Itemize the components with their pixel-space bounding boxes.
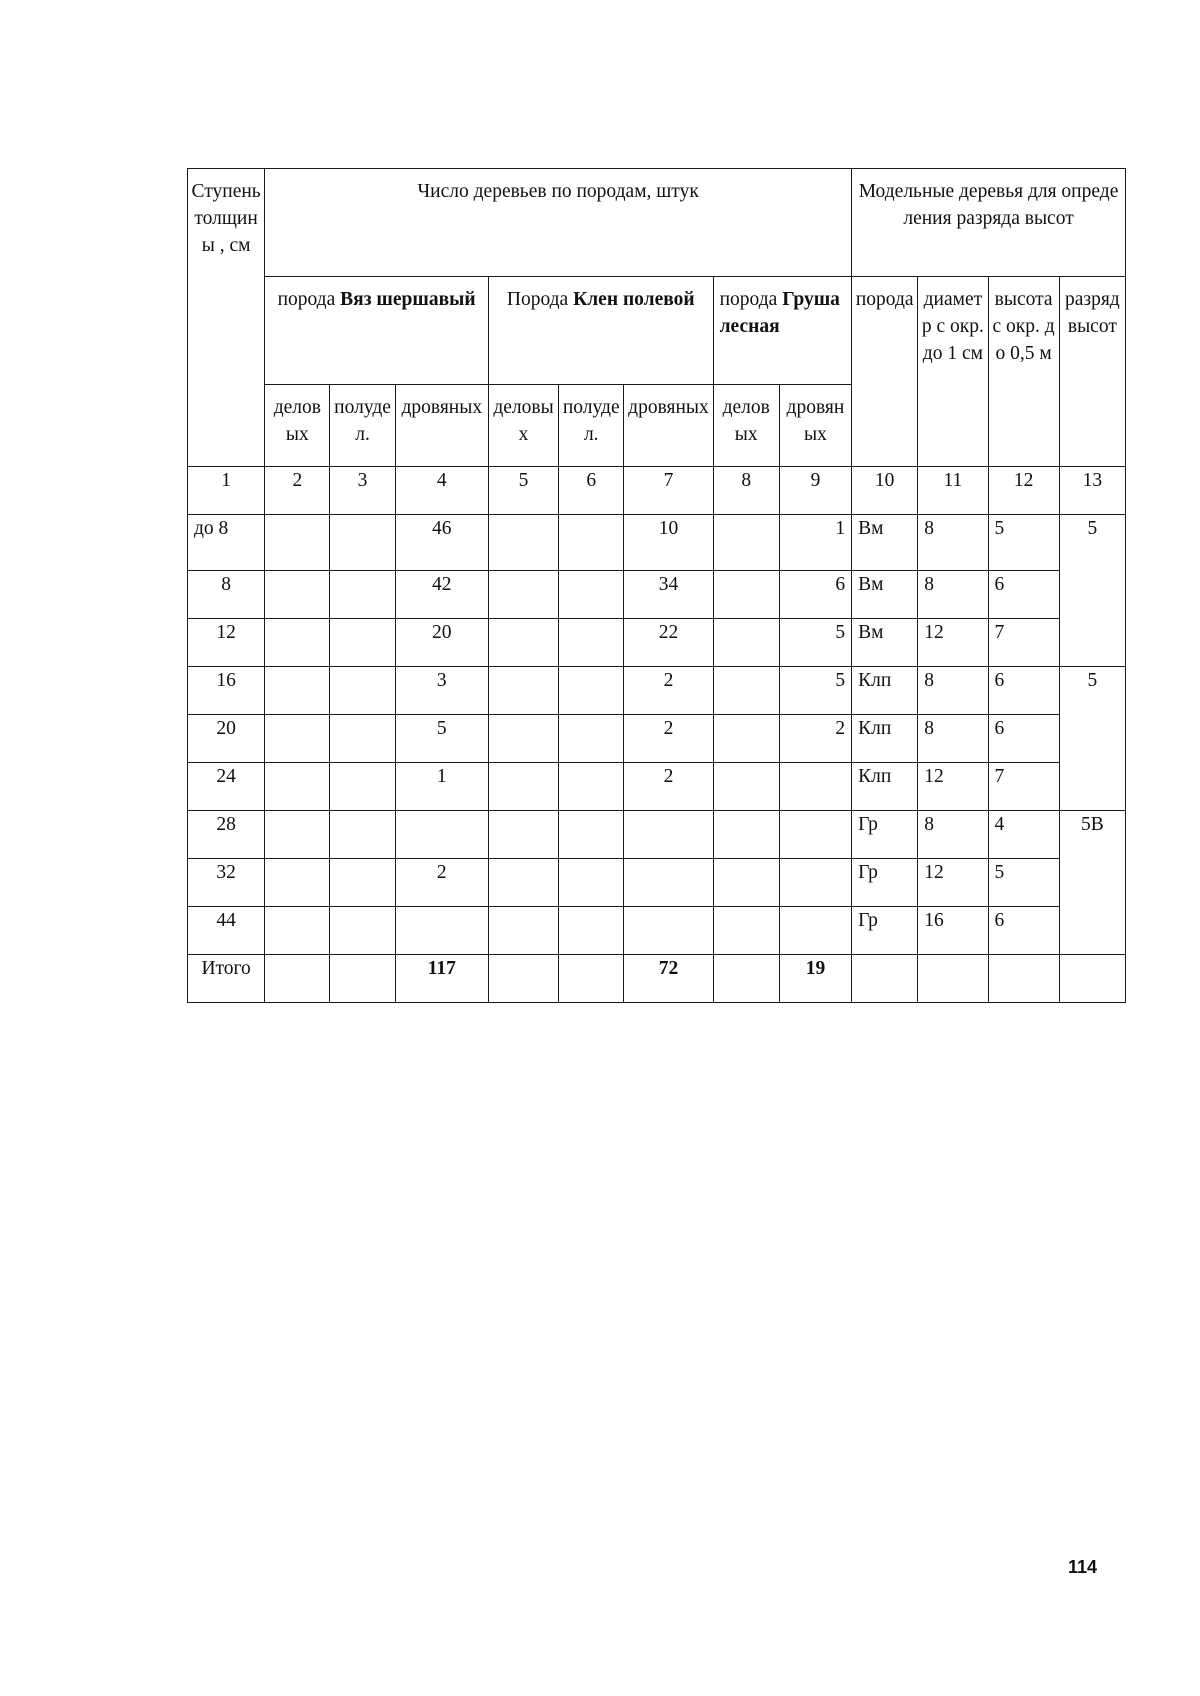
table-cell: 22 (624, 619, 713, 667)
table-cell (779, 907, 851, 955)
table-cell (488, 955, 558, 1003)
total-row (188, 955, 1126, 1003)
table-cell: 2 (624, 763, 713, 811)
table-cell (559, 955, 624, 1003)
model-height-cell: 7 (988, 619, 1059, 667)
table-cell (559, 619, 624, 667)
table-row (188, 515, 1126, 571)
table-cell (265, 811, 330, 859)
model-species-cell: Клп (852, 763, 918, 811)
tree-count-table (187, 168, 1126, 1003)
column-number: 8 (713, 467, 779, 515)
table-cell: 5 (395, 715, 488, 763)
table-cell (265, 571, 330, 619)
model-height-cell: 6 (988, 571, 1059, 619)
table-cell (559, 571, 624, 619)
table-cell (1059, 955, 1125, 1003)
table-cell (265, 667, 330, 715)
table-cell (395, 907, 488, 955)
sub-header: деловых (265, 385, 330, 467)
model-height-cell: 4 (988, 811, 1059, 859)
height-class-cell: 5В (1059, 811, 1125, 955)
table-cell (779, 763, 851, 811)
stage-cell: 44 (188, 907, 265, 955)
table-cell (624, 811, 713, 859)
model-diameter-cell: 12 (918, 619, 988, 667)
stage-cell: 32 (188, 859, 265, 907)
model-species-header: порода (852, 277, 918, 467)
page-number: 114 (1068, 1557, 1098, 1577)
model-diameter-header: диаметр с окр. до 1 см (918, 277, 988, 467)
table-cell (488, 619, 558, 667)
table-cell (559, 667, 624, 715)
total-pear-value: 19 (779, 955, 851, 1003)
table-cell (624, 859, 713, 907)
table-cell (330, 571, 395, 619)
table-cell: 20 (395, 619, 488, 667)
table-cell (265, 955, 330, 1003)
table-cell (488, 571, 558, 619)
table-cell: 10 (624, 515, 713, 571)
table-cell (559, 859, 624, 907)
table-cell (265, 619, 330, 667)
sub-header: полудел. (330, 385, 395, 467)
model-species-cell: Гр (852, 907, 918, 955)
model-species-cell: Вм (852, 619, 918, 667)
table-cell (779, 811, 851, 859)
table-row (188, 571, 1126, 619)
height-class-cell: 5 (1059, 515, 1125, 667)
table-cell (488, 715, 558, 763)
table-cell: 34 (624, 571, 713, 619)
stage-cell: 12 (188, 619, 265, 667)
table-cell (265, 907, 330, 955)
model-species-cell: Гр (852, 811, 918, 859)
column-number: 6 (559, 467, 624, 515)
stage-cell: до 8 (188, 515, 265, 571)
stage-cell: 28 (188, 811, 265, 859)
table-cell (559, 763, 624, 811)
table-cell (559, 811, 624, 859)
stage-cell: 8 (188, 571, 265, 619)
group-elm-header: порода Вяз шершавый (265, 277, 489, 385)
table-cell (988, 955, 1059, 1003)
table-cell (330, 907, 395, 955)
table-cell (265, 859, 330, 907)
table-cell (488, 763, 558, 811)
model-species-cell: Клп (852, 667, 918, 715)
table-row (188, 763, 1126, 811)
column-number: 9 (779, 467, 851, 515)
stage-header: Ступень толщины , см (188, 169, 265, 467)
table-cell (488, 859, 558, 907)
stage-cell: 24 (188, 763, 265, 811)
table-row (188, 715, 1126, 763)
column-number: 2 (265, 467, 330, 515)
table-cell (713, 715, 779, 763)
table-cell (330, 715, 395, 763)
column-number: 11 (918, 467, 988, 515)
table-cell (713, 571, 779, 619)
sub-header: дровяных (779, 385, 851, 467)
column-number: 10 (852, 467, 918, 515)
table-cell (488, 515, 558, 571)
table-row (188, 907, 1126, 955)
table-cell (265, 715, 330, 763)
model-height-cell: 7 (988, 763, 1059, 811)
table-cell (330, 619, 395, 667)
column-number: 3 (330, 467, 395, 515)
model-height-cell: 6 (988, 667, 1059, 715)
table-cell (330, 515, 395, 571)
table-cell (330, 667, 395, 715)
table-cell (265, 515, 330, 571)
total-label: Итого (188, 955, 265, 1003)
table-cell: 42 (395, 571, 488, 619)
table-cell: 1 (779, 515, 851, 571)
table-cell (713, 811, 779, 859)
model-diameter-cell: 8 (918, 571, 988, 619)
group-pear-header: порода Груша лесная (713, 277, 851, 385)
sub-header: дровяных (624, 385, 713, 467)
table-cell (265, 763, 330, 811)
table-cell: 5 (779, 619, 851, 667)
model-species-cell: Клп (852, 715, 918, 763)
model-height-cell: 6 (988, 715, 1059, 763)
table-cell (488, 667, 558, 715)
table-cell: 5 (779, 667, 851, 715)
table-cell (713, 515, 779, 571)
column-number: 7 (624, 467, 713, 515)
model-trees-header: Модельные деревья для определения разряда высот (852, 169, 1126, 277)
column-number: 5 (488, 467, 558, 515)
table-cell: 2 (624, 667, 713, 715)
table-cell (488, 811, 558, 859)
table-cell (918, 955, 988, 1003)
table-cell (559, 715, 624, 763)
table-cell (559, 907, 624, 955)
model-species-cell: Вм (852, 571, 918, 619)
stage-cell: 20 (188, 715, 265, 763)
sub-header: полудел. (559, 385, 624, 467)
stage-cell: 16 (188, 667, 265, 715)
table-cell: 46 (395, 515, 488, 571)
model-species-cell: Вм (852, 515, 918, 571)
model-diameter-cell: 8 (918, 715, 988, 763)
model-height-cell: 6 (988, 907, 1059, 955)
table-cell (559, 515, 624, 571)
table-row (188, 811, 1126, 859)
model-height-cell: 5 (988, 859, 1059, 907)
model-diameter-cell: 12 (918, 859, 988, 907)
height-class-cell: 5 (1059, 667, 1125, 811)
table-cell (852, 955, 918, 1003)
table-cell (713, 763, 779, 811)
table-row (188, 619, 1126, 667)
table-cell (713, 859, 779, 907)
table-cell (779, 859, 851, 907)
table-cell: 3 (395, 667, 488, 715)
table-cell (713, 907, 779, 955)
column-number: 4 (395, 467, 488, 515)
model-species-cell: Гр (852, 859, 918, 907)
group-maple-header: Порода Клен полевой (488, 277, 713, 385)
model-diameter-cell: 8 (918, 515, 988, 571)
column-number: 1 (188, 467, 265, 515)
count-header: Число деревьев по породам, штук (265, 169, 852, 277)
sub-header: деловых (713, 385, 779, 467)
table-cell: 1 (395, 763, 488, 811)
sub-header: деловых (488, 385, 558, 467)
total-maple-value: 72 (624, 955, 713, 1003)
model-height-cell: 5 (988, 515, 1059, 571)
model-diameter-cell: 8 (918, 667, 988, 715)
table-cell (713, 667, 779, 715)
model-diameter-cell: 8 (918, 811, 988, 859)
sub-header: дровяных (395, 385, 488, 467)
table-cell: 2 (395, 859, 488, 907)
column-number: 13 (1059, 467, 1125, 515)
table-cell (330, 955, 395, 1003)
table-cell (488, 907, 558, 955)
model-diameter-cell: 16 (918, 907, 988, 955)
table-cell (395, 811, 488, 859)
table-row (188, 859, 1126, 907)
total-elm-value: 117 (395, 955, 488, 1003)
table-cell: 2 (779, 715, 851, 763)
table-cell (330, 811, 395, 859)
table-cell (330, 859, 395, 907)
table-cell (624, 907, 713, 955)
table-cell (713, 619, 779, 667)
model-diameter-cell: 12 (918, 763, 988, 811)
table-cell: 2 (624, 715, 713, 763)
table-row (188, 667, 1126, 715)
table-cell (713, 955, 779, 1003)
model-height-class-header: разряд высот (1059, 277, 1125, 467)
table-cell (330, 763, 395, 811)
column-number: 12 (988, 467, 1059, 515)
column-number-row (188, 467, 1126, 515)
model-height-header: высота с окр. до 0,5 м (988, 277, 1059, 467)
table-cell: 6 (779, 571, 851, 619)
